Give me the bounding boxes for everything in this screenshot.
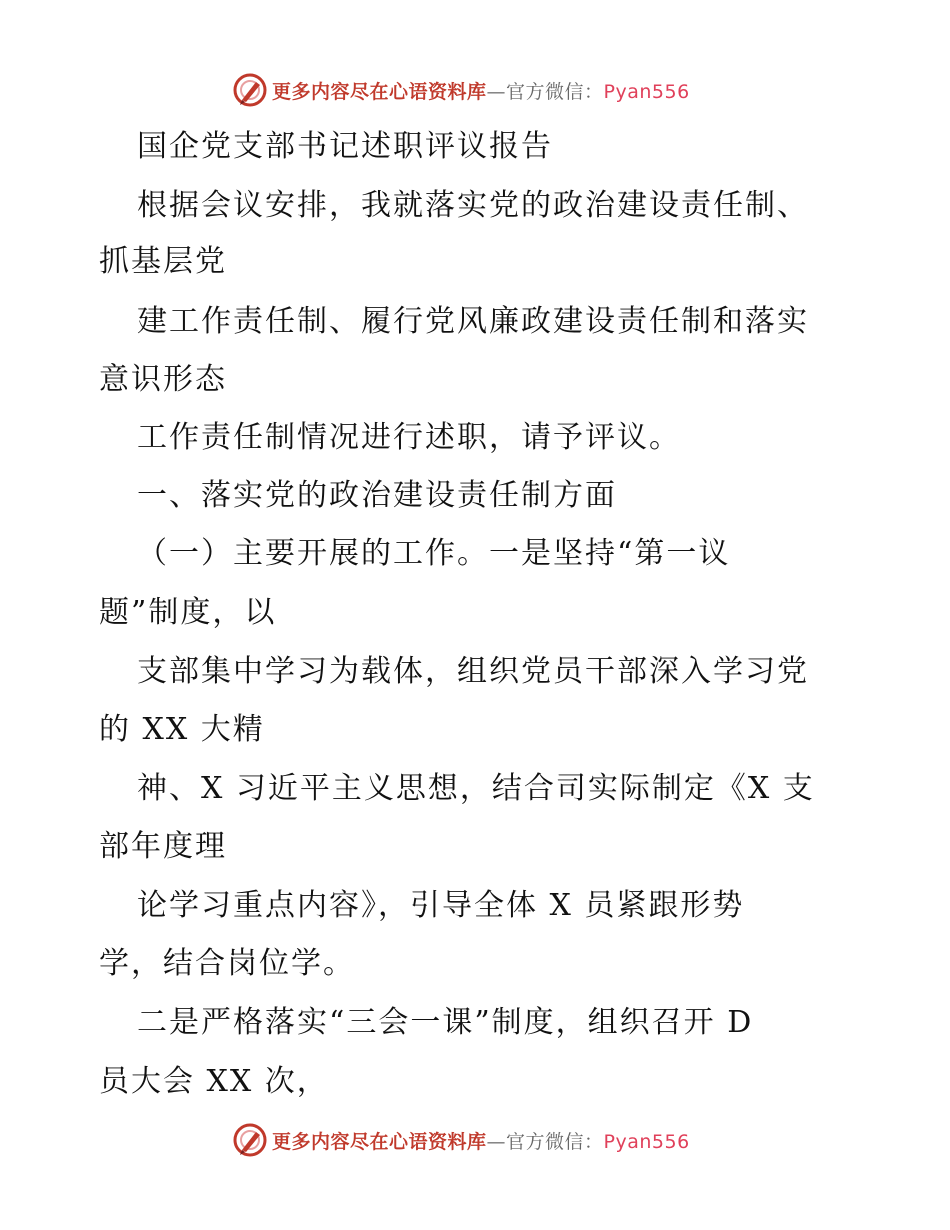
document-line: 抓基层党	[99, 244, 227, 279]
document-line: 二是严格落实“三会一课”制度，组织召开 D	[137, 1005, 754, 1040]
watermark-wechat-id: Pyan556	[603, 1130, 690, 1153]
document-line: 神、X 习近平主义思想，结合司实际制定《X 支	[137, 771, 815, 806]
footer-watermark	[232, 1120, 690, 1160]
document-line: 部年度理	[99, 829, 227, 864]
document-line: 学，结合岗位学。	[99, 946, 355, 981]
document-line: （一）主要开展的工作。一是坚持“第一议	[137, 536, 731, 571]
watermark-site-text: 更多内容尽在心语资料库	[272, 1130, 487, 1153]
watermark-dash: —	[486, 80, 507, 103]
document-line: 建工作责任制、履行党风廉政建设责任制和落实	[137, 304, 809, 339]
section-heading: 一、落实党的政治建设责任制方面	[137, 478, 617, 513]
watermark-dash: —	[486, 1130, 507, 1153]
document-line: 支部集中学习为载体，组织党员干部深入学习党	[137, 654, 809, 689]
pen-logo-icon	[232, 1122, 268, 1158]
document-line: 工作责任制情况进行述职，请予评议。	[137, 420, 681, 455]
document-line: 论学习重点内容》，引导全体 X 员紧跟形势	[137, 888, 745, 923]
watermark-wechat-id: Pyan556	[603, 80, 690, 103]
watermark-wechat-label: 官方微信：	[506, 1130, 604, 1153]
watermark-site-text: 更多内容尽在心语资料库	[272, 80, 487, 103]
document-line: 根据会议安排，我就落实党的政治建设责任制、	[137, 188, 809, 223]
header-watermark	[232, 70, 690, 110]
document-line: 的 XX 大精	[99, 712, 265, 747]
watermark-wechat-label: 官方微信：	[506, 80, 604, 103]
pen-logo-icon	[232, 72, 268, 108]
document-line: 员大会 XX 次，	[99, 1064, 329, 1099]
document-line: 意识形态	[99, 362, 227, 397]
document-title: 国企党支部书记述职评议报告	[137, 129, 553, 164]
document-line: 题”制度，以	[99, 595, 277, 630]
